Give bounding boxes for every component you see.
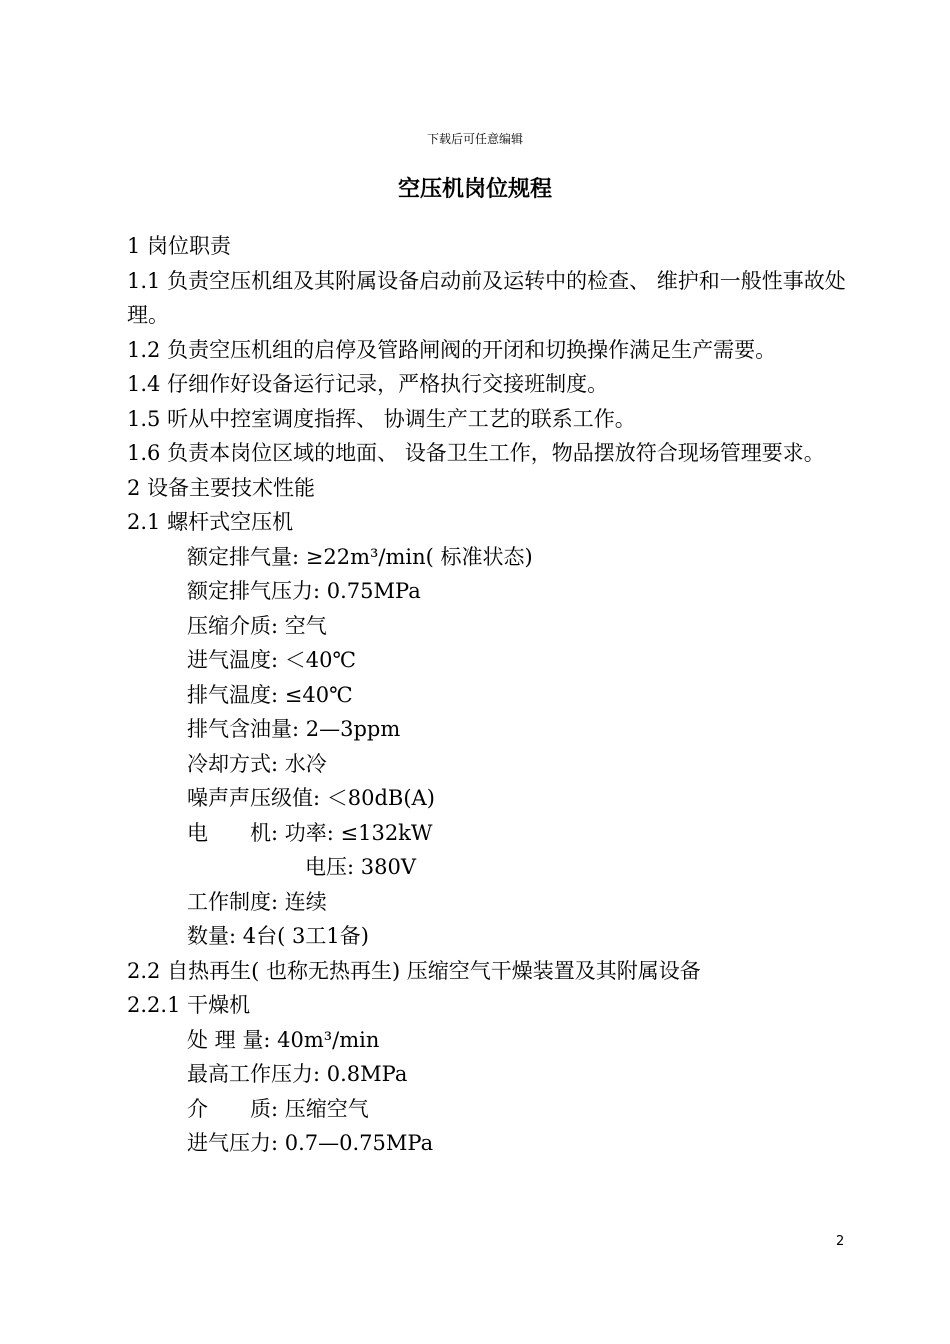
spec-item: 进气压力: 0.7—0.75MPa (187, 1131, 434, 1155)
paragraph: 1.1 负责空压机组及其附属设备启动前及运转中的检查、 维护和一般性事故处理。 (127, 268, 846, 327)
document-body (127, 229, 852, 1161)
paragraph: 1.5 听从中控室调度指挥、 协调生产工艺的联系工作。 (127, 406, 636, 431)
paragraph: 1.2 负责空压机组的启停及管路闸阀的开闭和切换操作满足生产需要。 (127, 337, 777, 362)
spec-item: 数量: 4台( 3工1备) (187, 924, 369, 948)
page-number: 2 (836, 1234, 845, 1249)
spec-item: 电 机: 功率: ≤132kW (187, 820, 433, 845)
spec-item: 噪声声压级值: ＜80dB(A) (187, 786, 435, 810)
spec-item: 处 理 量: 40m³/min (187, 1027, 380, 1052)
document-title: 空压机岗位规程 (397, 177, 552, 202)
spec-item: 介 质: 压缩空气 (187, 1096, 369, 1121)
spec-item: 电压: 380V (305, 855, 416, 879)
paragraph: 1.4 仔细作好设备运行记录，严格执行交接班制度。 (127, 372, 609, 396)
subsection-heading: 2.1 螺杆式空压机 (127, 510, 294, 534)
subsection-heading: 2.2.1 干燥机 (127, 993, 251, 1017)
spec-item: 冷却方式: 水冷 (187, 751, 327, 776)
section-heading: 2 设备主要技术性能 (127, 475, 316, 500)
section-heading: 1 岗位职责 (127, 234, 232, 258)
spec-item: 进气温度: ＜40℃ (187, 648, 356, 672)
paragraph: 1.6 负责本岗位区域的地面、 设备卫生工作，物品摆放符合现场管理要求。 (127, 441, 825, 465)
spec-item: 最高工作压力: 0.8MPa (187, 1062, 408, 1086)
spec-item: 工作制度: 连续 (187, 889, 327, 914)
subsection-heading: 2.2 自热再生( 也称无热再生) 压缩空气干燥装置及其附属设备 (127, 958, 701, 983)
spec-item: 额定排气量: ≥22m³/min( 标准状态) (187, 544, 533, 569)
spec-item: 压缩介质: 空气 (187, 613, 327, 638)
spec-item: 排气温度: ≤40℃ (187, 682, 353, 707)
header-note: 下载后可任意编辑 (426, 132, 523, 146)
spec-item: 额定排气压力: 0.75MPa (187, 579, 421, 603)
spec-item: 排气含油量: 2—3ppm (187, 717, 401, 741)
